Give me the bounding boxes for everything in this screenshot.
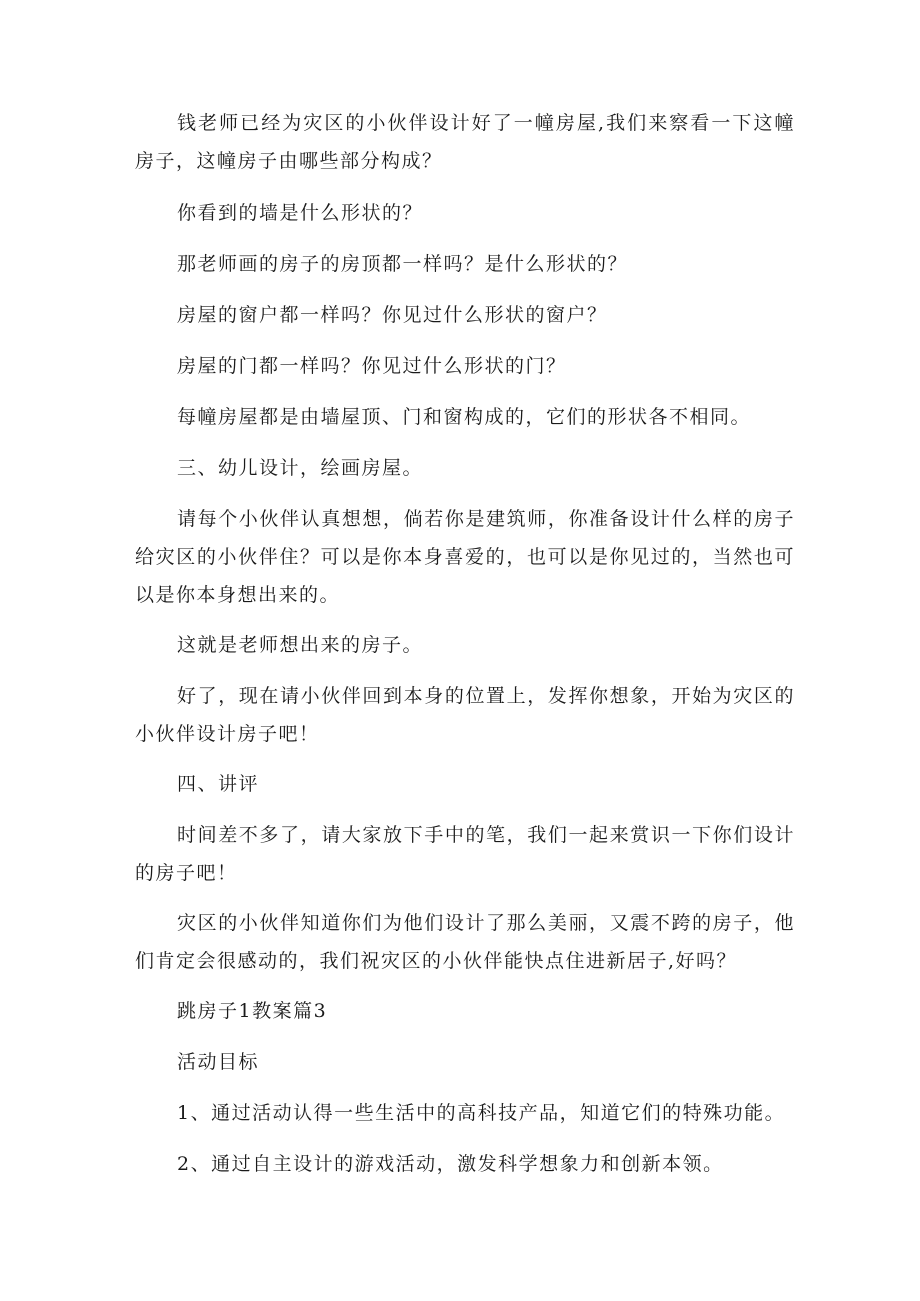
lesson-plan-title: 跳房子1教案篇3 <box>177 1000 328 1022</box>
paragraph-roof-shape: 那老师画的房子的房顶都一样吗？是什么形状的？ <box>177 253 629 275</box>
paragraph-architect-prompt: 请每个小伙伴认真想想，倘若你是建筑师，你准备设计什么样的房子给灾区的小伙伴住？可以是你本身喜爱的，也可以是你见过的，当然也可以是你本身想出来的。 <box>135 508 795 606</box>
paragraph-start-design: 好了，现在请小伙伴回到本身的位置上，发挥你想象，开始为灾区的小伙伴设计房子吧！ <box>135 685 795 745</box>
section-heading-3: 三、幼儿设计，绘画房屋。 <box>177 457 424 479</box>
paragraph-review: 时间差不多了，请大家放下手中的笔，我们一起来赏识一下你们设计的房子吧！ <box>135 824 795 884</box>
paragraph-teacher-house: 这就是老师想出来的房子。 <box>177 634 424 656</box>
paragraph-window-shape: 房屋的窗户都一样吗？你见过什么形状的窗户？ <box>177 304 608 326</box>
activity-goals-heading: 活动目标 <box>177 1051 260 1073</box>
paragraph-house-summary: 每幢房屋都是由墙屋顶、门和窗构成的，它们的形状各不相同。 <box>177 406 752 428</box>
goal-item-2: 2、通过自主设计的游戏活动，激发科学想象力和创新本领。 <box>177 1153 724 1175</box>
goal-item-1: 1、通过活动认得一些生活中的高科技产品，知道它们的特殊功能。 <box>177 1102 786 1124</box>
paragraph-door-shape: 房屋的门都一样吗？你见过什么形状的门？ <box>177 355 567 377</box>
paragraph-house-intro: 钱老师已经为灾区的小伙伴设计好了一幢房屋,我们来察看一下这幢房子，这幢房子由哪些部分构成？ <box>135 112 795 172</box>
paragraph-closing: 灾区的小伙伴知道你们为他们设计了那么美丽，又震不跨的房子，他们肯定会很感动的，我们祝灾区的小伙伴能快点住进新居子,好吗？ <box>135 912 795 972</box>
section-heading-4: 四、讲评 <box>177 773 260 795</box>
paragraph-wall-shape: 你看到的墙是什么形状的？ <box>177 202 424 224</box>
